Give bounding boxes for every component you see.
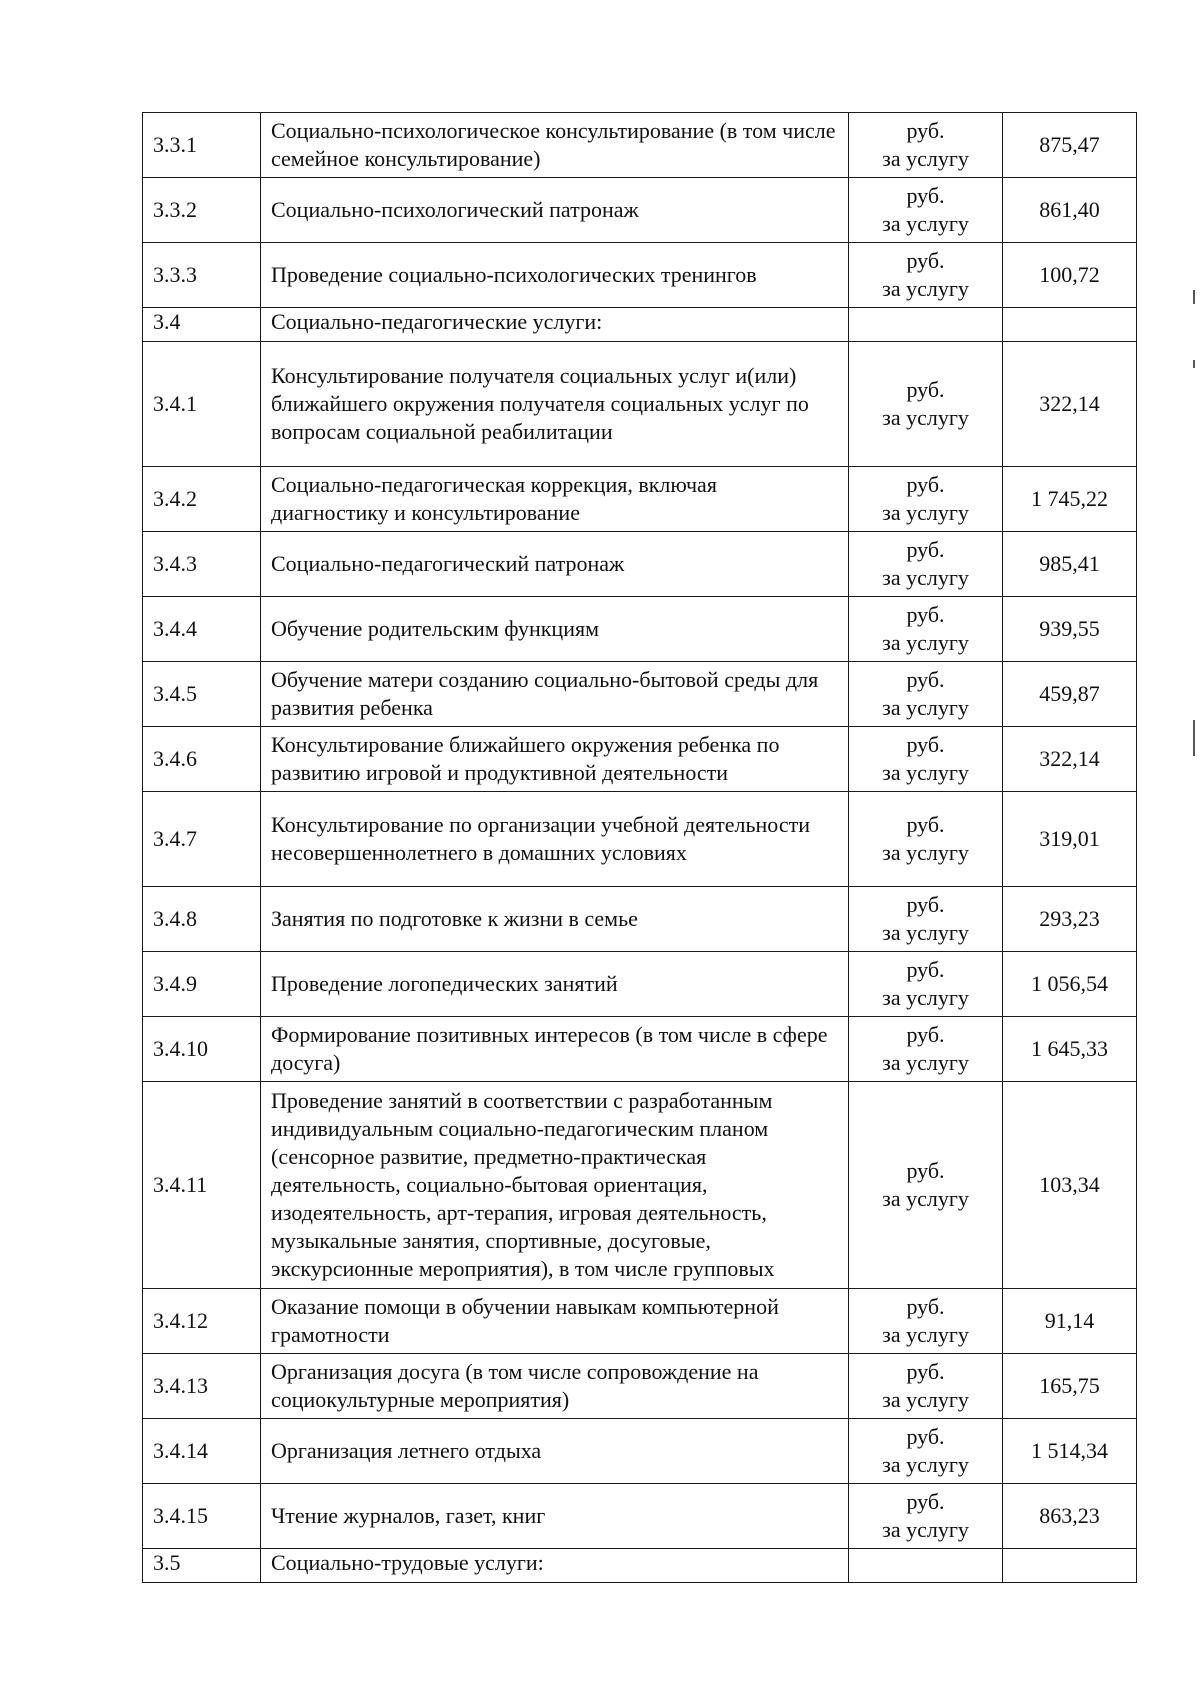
service-code: 3.4.15 — [143, 1484, 261, 1549]
unit-per-service: за услугу — [882, 146, 969, 171]
unit-currency: руб. — [906, 957, 945, 982]
service-name: Консультирование получателя социальных услуг и(или) ближайшего окружения получателя социальных услуг по вопросам социальной реабилитации — [261, 342, 849, 467]
service-code: 3.4.2 — [143, 467, 261, 532]
unit-currency: руб. — [906, 1294, 945, 1319]
service-price: 293,23 — [1003, 887, 1137, 952]
service-name: Оказание помощи в обучении навыкам компьютерной грамотности — [261, 1289, 849, 1354]
service-code: 3.4.8 — [143, 887, 261, 952]
service-code: 3.4.9 — [143, 952, 261, 1017]
table-row — [143, 342, 1137, 467]
section-row — [143, 308, 1137, 342]
service-name: Занятия по подготовке к жизни в семье — [261, 887, 849, 952]
service-price: 459,87 — [1003, 662, 1137, 727]
section-code: 3.4 — [143, 308, 261, 342]
service-code: 3.4.4 — [143, 597, 261, 662]
service-code: 3.3.1 — [143, 113, 261, 178]
service-unit — [849, 342, 1003, 467]
table-row — [143, 1082, 1137, 1289]
unit-currency: руб. — [906, 1158, 945, 1183]
service-name: Социально-психологический патронаж — [261, 178, 849, 243]
unit-per-service: за услугу — [882, 500, 969, 525]
service-unit — [849, 952, 1003, 1017]
service-unit — [849, 1082, 1003, 1289]
service-name: Консультирование ближайшего окружения ребенка по развитию игровой и продуктивной деятельности — [261, 727, 849, 792]
service-unit — [849, 887, 1003, 952]
empty-cell — [849, 1549, 1003, 1583]
service-name: Проведение занятий в соответствии с разработанным индивидуальным социально-педагогическим планом (сенсорное развитие, предметно-практическая деятельность, социально-бытовая ориентация, изодеятельность, арт-терапия, игровая деятельность, музыкальные занятия, спортивные, досуговые, экскурсионные мероприятия), в том числе групповых — [261, 1082, 849, 1289]
service-price: 91,14 — [1003, 1289, 1137, 1354]
unit-currency: руб. — [906, 602, 945, 627]
unit-per-service: за услугу — [882, 1387, 969, 1412]
table-row — [143, 243, 1137, 308]
unit-per-service: за услугу — [882, 1050, 969, 1075]
empty-cell — [1003, 308, 1137, 342]
section-row — [143, 1549, 1137, 1583]
section-title: Социально-педагогические услуги: — [261, 308, 849, 342]
unit-per-service: за услугу — [882, 630, 969, 655]
table-row — [143, 1354, 1137, 1419]
unit-currency: руб. — [906, 377, 945, 402]
service-unit — [849, 467, 1003, 532]
unit-per-service: за услугу — [882, 920, 969, 945]
table-row — [143, 1289, 1137, 1354]
table-row — [143, 792, 1137, 887]
unit-per-service: за услугу — [882, 565, 969, 590]
service-code: 3.4.13 — [143, 1354, 261, 1419]
unit-currency: руб. — [906, 472, 945, 497]
service-price: 939,55 — [1003, 597, 1137, 662]
service-code: 3.4.14 — [143, 1419, 261, 1484]
service-name: Организация летнего отдыха — [261, 1419, 849, 1484]
table-row — [143, 887, 1137, 952]
service-unit — [849, 597, 1003, 662]
unit-currency: руб. — [906, 1359, 945, 1384]
services-tariff-table-container — [142, 112, 1136, 1583]
table-row — [143, 1484, 1137, 1549]
service-price: 103,34 — [1003, 1082, 1137, 1289]
unit-currency: руб. — [906, 1489, 945, 1514]
scan-artifact — [1193, 360, 1195, 368]
unit-per-service: за услугу — [882, 695, 969, 720]
service-price: 322,14 — [1003, 727, 1137, 792]
table-row — [143, 532, 1137, 597]
unit-currency: руб. — [906, 812, 945, 837]
service-price: 100,72 — [1003, 243, 1137, 308]
unit-currency: руб. — [906, 1022, 945, 1047]
service-unit — [849, 532, 1003, 597]
unit-per-service: за услугу — [882, 1452, 969, 1477]
unit-currency: руб. — [906, 1424, 945, 1449]
scan-artifact — [1193, 720, 1195, 756]
unit-per-service: за услугу — [882, 760, 969, 785]
unit-per-service: за услугу — [882, 1186, 969, 1211]
unit-per-service: за услугу — [882, 405, 969, 430]
service-code: 3.4.6 — [143, 727, 261, 792]
scan-artifact — [1193, 290, 1195, 304]
service-code: 3.3.2 — [143, 178, 261, 243]
service-unit — [849, 1354, 1003, 1419]
service-unit — [849, 113, 1003, 178]
unit-per-service: за услугу — [882, 211, 969, 236]
service-unit — [849, 243, 1003, 308]
service-unit — [849, 178, 1003, 243]
service-price: 875,47 — [1003, 113, 1137, 178]
unit-per-service: за услугу — [882, 276, 969, 301]
service-price: 1 056,54 — [1003, 952, 1137, 1017]
service-price: 322,14 — [1003, 342, 1137, 467]
table-row — [143, 178, 1137, 243]
service-unit — [849, 1017, 1003, 1082]
service-unit — [849, 1484, 1003, 1549]
unit-per-service: за услугу — [882, 1322, 969, 1347]
unit-currency: руб. — [906, 118, 945, 143]
service-name: Социально-педагогический патронаж — [261, 532, 849, 597]
unit-per-service: за услугу — [882, 985, 969, 1010]
section-title: Социально-трудовые услуги: — [261, 1549, 849, 1583]
service-code: 3.3.3 — [143, 243, 261, 308]
unit-per-service: за услугу — [882, 1517, 969, 1542]
service-price: 861,40 — [1003, 178, 1137, 243]
service-name: Обучение матери созданию социально-бытовой среды для развития ребенка — [261, 662, 849, 727]
unit-currency: руб. — [906, 183, 945, 208]
service-unit — [849, 1289, 1003, 1354]
table-row — [143, 1017, 1137, 1082]
service-price: 1 514,34 — [1003, 1419, 1137, 1484]
services-tariff-table — [142, 112, 1137, 1583]
section-code: 3.5 — [143, 1549, 261, 1583]
empty-cell — [1003, 1549, 1137, 1583]
service-name: Формирование позитивных интересов (в том числе в сфере досуга) — [261, 1017, 849, 1082]
service-name: Социально-психологическое консультирование (в том числе семейное консультирование) — [261, 113, 849, 178]
unit-currency: руб. — [906, 732, 945, 757]
table-row — [143, 113, 1137, 178]
service-code: 3.4.7 — [143, 792, 261, 887]
service-price: 985,41 — [1003, 532, 1137, 597]
unit-currency: руб. — [906, 248, 945, 273]
table-row — [143, 662, 1137, 727]
unit-currency: руб. — [906, 667, 945, 692]
service-name: Консультирование по организации учебной деятельности несовершеннолетнего в домашних условиях — [261, 792, 849, 887]
service-code: 3.4.11 — [143, 1082, 261, 1289]
unit-currency: руб. — [906, 892, 945, 917]
service-price: 863,23 — [1003, 1484, 1137, 1549]
service-price: 1 645,33 — [1003, 1017, 1137, 1082]
empty-cell — [849, 308, 1003, 342]
service-code: 3.4.5 — [143, 662, 261, 727]
table-row — [143, 727, 1137, 792]
service-name: Организация досуга (в том числе сопровождение на социокультурные мероприятия) — [261, 1354, 849, 1419]
service-price: 1 745,22 — [1003, 467, 1137, 532]
service-name: Проведение социально-психологических тренингов — [261, 243, 849, 308]
service-unit — [849, 662, 1003, 727]
service-code: 3.4.1 — [143, 342, 261, 467]
service-unit — [849, 1419, 1003, 1484]
service-code: 3.4.3 — [143, 532, 261, 597]
service-code: 3.4.10 — [143, 1017, 261, 1082]
table-row — [143, 1419, 1137, 1484]
table-row — [143, 952, 1137, 1017]
service-name: Обучение родительским функциям — [261, 597, 849, 662]
service-unit — [849, 727, 1003, 792]
service-code: 3.4.12 — [143, 1289, 261, 1354]
table-row — [143, 597, 1137, 662]
unit-currency: руб. — [906, 537, 945, 562]
service-price: 319,01 — [1003, 792, 1137, 887]
service-name: Чтение журналов, газет, книг — [261, 1484, 849, 1549]
table-row — [143, 467, 1137, 532]
unit-per-service: за услугу — [882, 840, 969, 865]
service-name: Проведение логопедических занятий — [261, 952, 849, 1017]
service-name: Социально-педагогическая коррекция, включая диагностику и консультирование — [261, 467, 849, 532]
service-unit — [849, 792, 1003, 887]
service-price: 165,75 — [1003, 1354, 1137, 1419]
